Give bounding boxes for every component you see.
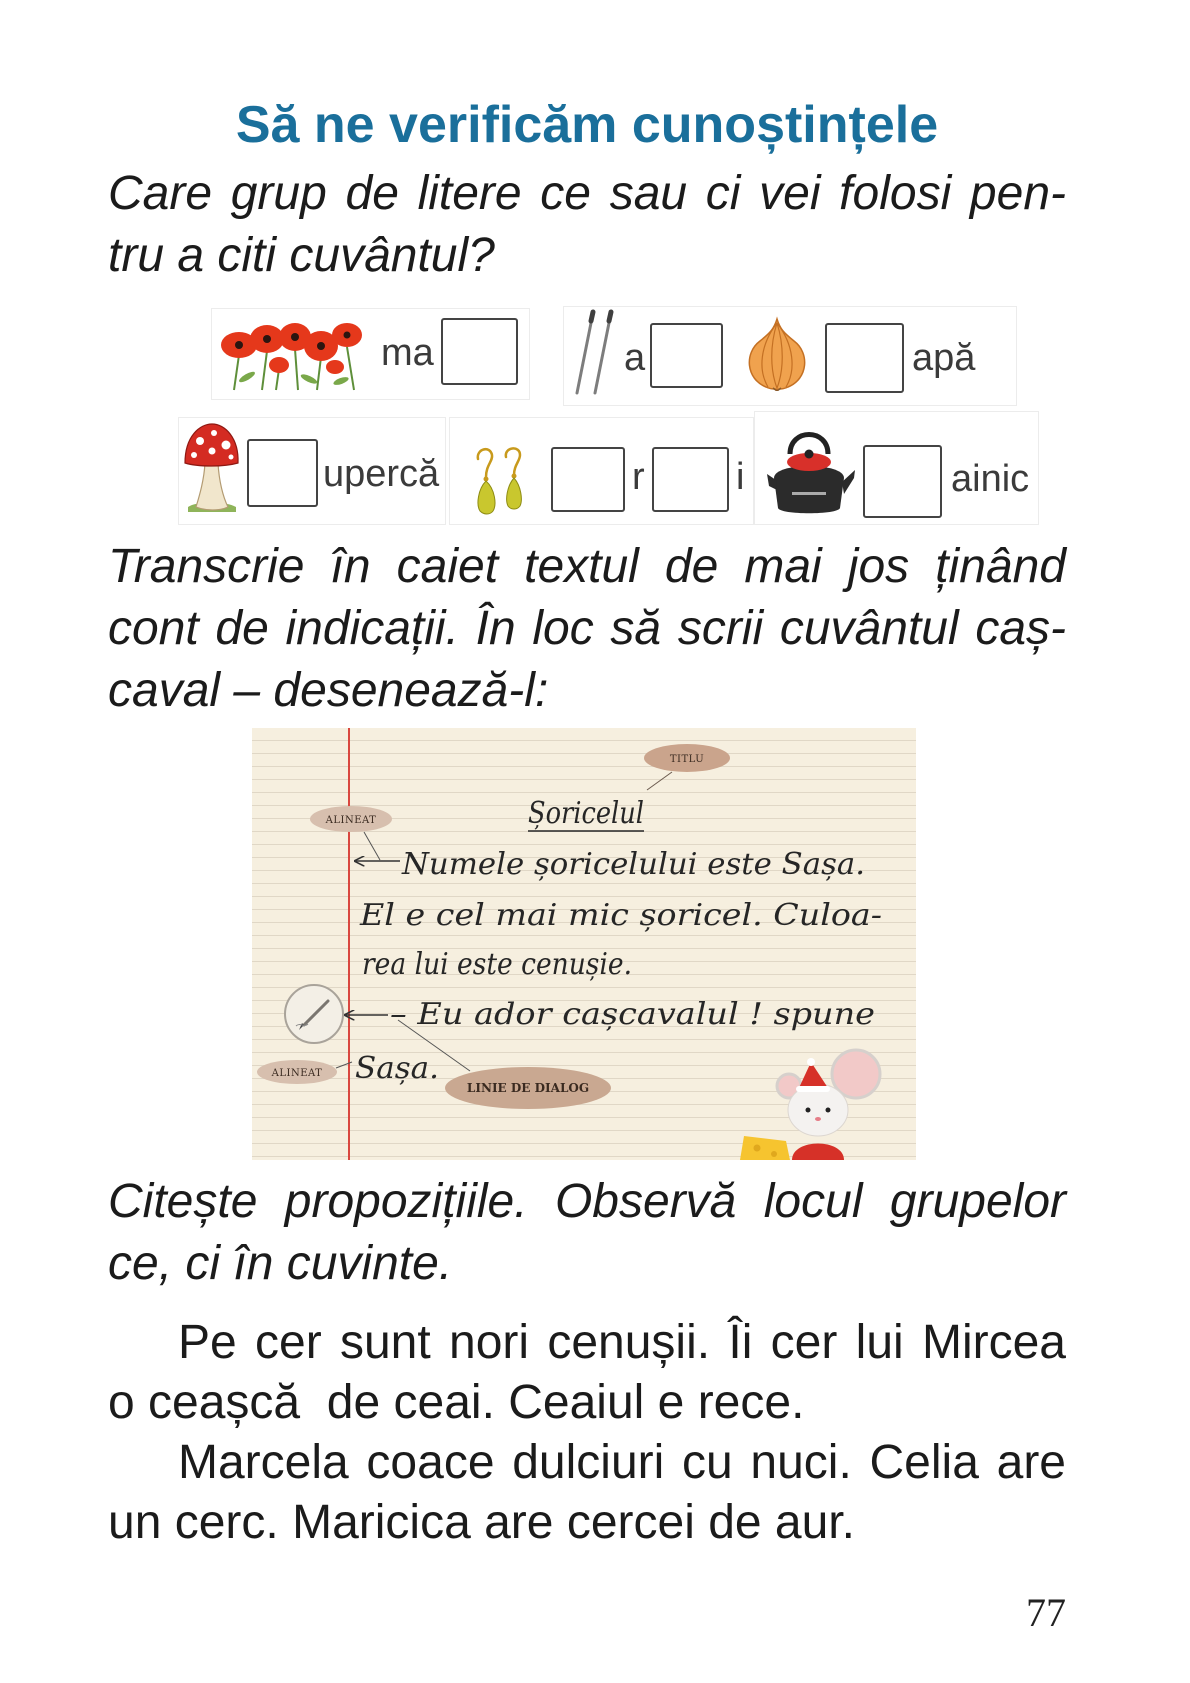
onion-icon [744, 315, 810, 391]
word-fragment: a [624, 337, 646, 379]
answer-box [551, 447, 625, 512]
answer-box [863, 445, 942, 518]
exercise-card-kettle [754, 411, 1039, 525]
word-fragment: ma [381, 332, 434, 374]
task1-line: tru a citi cuvântul? [108, 229, 495, 282]
task3-instruction [108, 1171, 1066, 1295]
notebook-illustration [252, 728, 916, 1160]
poppies-icon [217, 315, 369, 391]
task1-line: Care grup de litere ce sau ci vei folosi pen- [108, 167, 1066, 220]
handwriting-line: Numele șoricelului este Sașa. [400, 847, 865, 882]
word-fragment: ainic [951, 458, 1030, 500]
title-label-text: TITLU [669, 754, 705, 765]
task2-line: cont de indicații. În loc să scrii cuvântul caș- [108, 602, 1066, 655]
handwriting-line: El e cel mai mic șoricel. Culoa- [358, 898, 882, 933]
task2-line: Transcrie în caiet textul de mai jos ținând [108, 540, 1066, 593]
reading-text [108, 1313, 1066, 1553]
exercise-card-mushroom [178, 417, 446, 525]
page-title: Să ne verificăm cunoștințele [235, 96, 939, 154]
task1-instruction [108, 163, 1066, 287]
pen-icon [285, 985, 343, 1043]
indent-label-text: ALINEAT [325, 815, 377, 826]
handwritten-title: Șoricelul [528, 796, 644, 831]
answer-box [650, 323, 723, 388]
task2-line: caval – desenează-l: [108, 664, 549, 717]
knitting-needles-icon [571, 309, 620, 396]
exercise-card-needles-onion [563, 306, 1017, 406]
handwriting-line: rea lui este cenușie. [362, 947, 632, 982]
task2-instruction [108, 536, 1066, 722]
earrings-icon [466, 445, 537, 515]
dialog-line-label-text: LINIE DE DIALOG [466, 1081, 590, 1095]
answer-box [441, 318, 518, 385]
task3-line: Citește propozițiile. Observă locul grupelor [108, 1175, 1066, 1228]
reading-line: o ceașcă de ceai. Ceaiul e rece. [108, 1376, 805, 1429]
word-fragment: i [736, 456, 745, 498]
exercise-card-earrings [449, 417, 754, 525]
indent-label-text: ALINEAT [271, 1068, 323, 1079]
mushroom-icon [182, 421, 241, 512]
kettle-icon [764, 418, 856, 520]
exercise-card-poppies [211, 308, 530, 400]
answer-box [247, 439, 318, 507]
handwriting-line: – Eu ador cașcavalul ! spune [390, 997, 875, 1032]
reading-line: Marcela coace dulciuri cu nuci. Celia are [178, 1436, 1066, 1489]
word-fragment: r [632, 456, 645, 498]
answer-box [652, 447, 729, 512]
word-fragment: apă [912, 337, 976, 379]
word-fragment: upercă [323, 453, 440, 495]
reading-line: Pe cer sunt nori cenușii. Îi cer lui Mircea [178, 1316, 1066, 1369]
task3-line: ce, ci în cuvinte. [108, 1237, 453, 1290]
answer-box [825, 323, 904, 393]
reading-line: un cerc. Maricica are cercei de aur. [108, 1496, 855, 1549]
handwriting-line: Sașa. [355, 1051, 439, 1086]
page-number: 77 [1026, 1590, 1066, 1635]
